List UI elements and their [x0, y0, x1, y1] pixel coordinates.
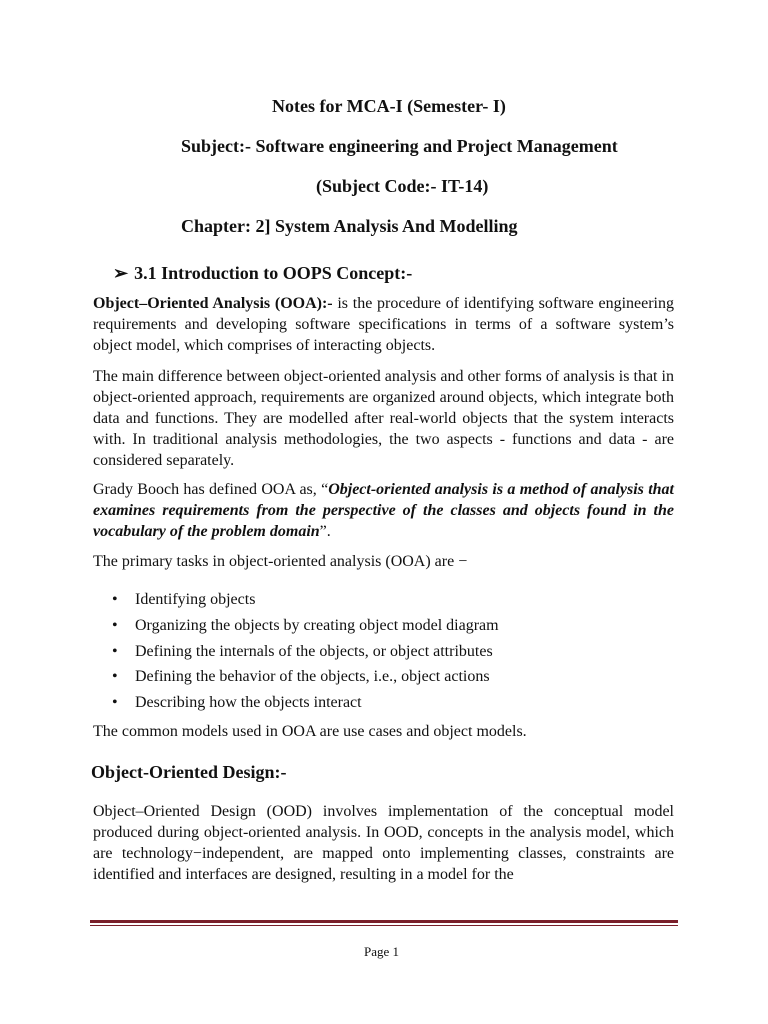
ood-paragraph: Object–Oriented Design (OOD) involves implementation of the conceptual model produced during object-oriented analysis. In OOD, concepts in the analysis model, which are technology−independent, are mapped onto implementing classes, constraints are identified and interfaces are designed, resulting in a model for the — [93, 803, 674, 883]
list-item — [93, 641, 499, 667]
list-item — [93, 692, 499, 718]
ooa-difference-paragraph: The main difference between object-oriented analysis and other forms of analysis is that in object-oriented approach, requirements are organized around objects, which integrate both data and functions. They are modelled after real-world objects that the system interacts with. In traditional analysis methodologies, the two aspects - functions and data - are considered separately. — [93, 368, 674, 469]
page-number: Page 1 — [364, 944, 400, 959]
ood-heading: Object-Oriented Design:- — [91, 762, 287, 782]
booch-quote: Object-oriented analysis is a method of analysis that examines requirements from the perspective of the classes and objects found in the vocabulary of the problem domain — [93, 481, 675, 540]
chapter-title: System Analysis And Modelling — [274, 216, 518, 236]
ooa-term: Object–Oriented Analysis (OOA):- — [93, 295, 333, 312]
arrow-bullet-icon: ➢ — [113, 263, 129, 283]
section-heading-text: 3.1 Introduction to OOPS Concept:- — [134, 263, 413, 283]
booch-definition-paragraph — [93, 479, 674, 542]
footer-divider-thin — [90, 925, 678, 926]
section-heading — [113, 263, 412, 284]
ooa-definition-paragraph — [93, 293, 674, 356]
task-text: Defining the internals of the objects, or object attributes — [135, 642, 493, 660]
tasks-list — [93, 589, 499, 718]
subject-line: Subject:- Software engineering and Project Management — [181, 136, 618, 156]
bullet-icon: • — [112, 668, 118, 686]
common-models-paragraph: The common models used in OOA are use cases and object models. — [93, 723, 527, 740]
notes-title: Notes for MCA-I (Semester- I) — [272, 96, 506, 116]
bullet-icon: • — [112, 642, 118, 660]
bullet-icon: • — [112, 616, 118, 634]
chapter-label: Chapter: 2] — [181, 216, 271, 236]
chapter-heading — [181, 216, 518, 237]
bullet-icon: • — [112, 591, 118, 608]
bullet-icon: • — [112, 694, 118, 712]
list-item — [93, 615, 499, 641]
task-text: Describing how the objects interact — [135, 694, 362, 712]
footer-divider — [90, 920, 678, 923]
task-text: Defining the behavior of the objects, i.e., object actions — [135, 668, 490, 686]
tasks-intro: The primary tasks in object-oriented analysis (OOA) are − — [93, 553, 468, 570]
subject-code: (Subject Code:- IT-14) — [316, 176, 489, 196]
list-item — [93, 666, 499, 692]
booch-intro: Grady Booch has defined OOA as, “ — [93, 481, 329, 498]
task-text: Organizing the objects by creating object model diagram — [135, 616, 499, 634]
list-item — [93, 589, 499, 615]
ooa-definition: is the procedure of identifying software engineering requirements and developing software specifications in terms of a software system’s object model, which comprises of interacting objects. — [93, 295, 674, 354]
booch-outro: ”. — [319, 523, 331, 540]
task-text: Identifying objects — [135, 591, 256, 608]
